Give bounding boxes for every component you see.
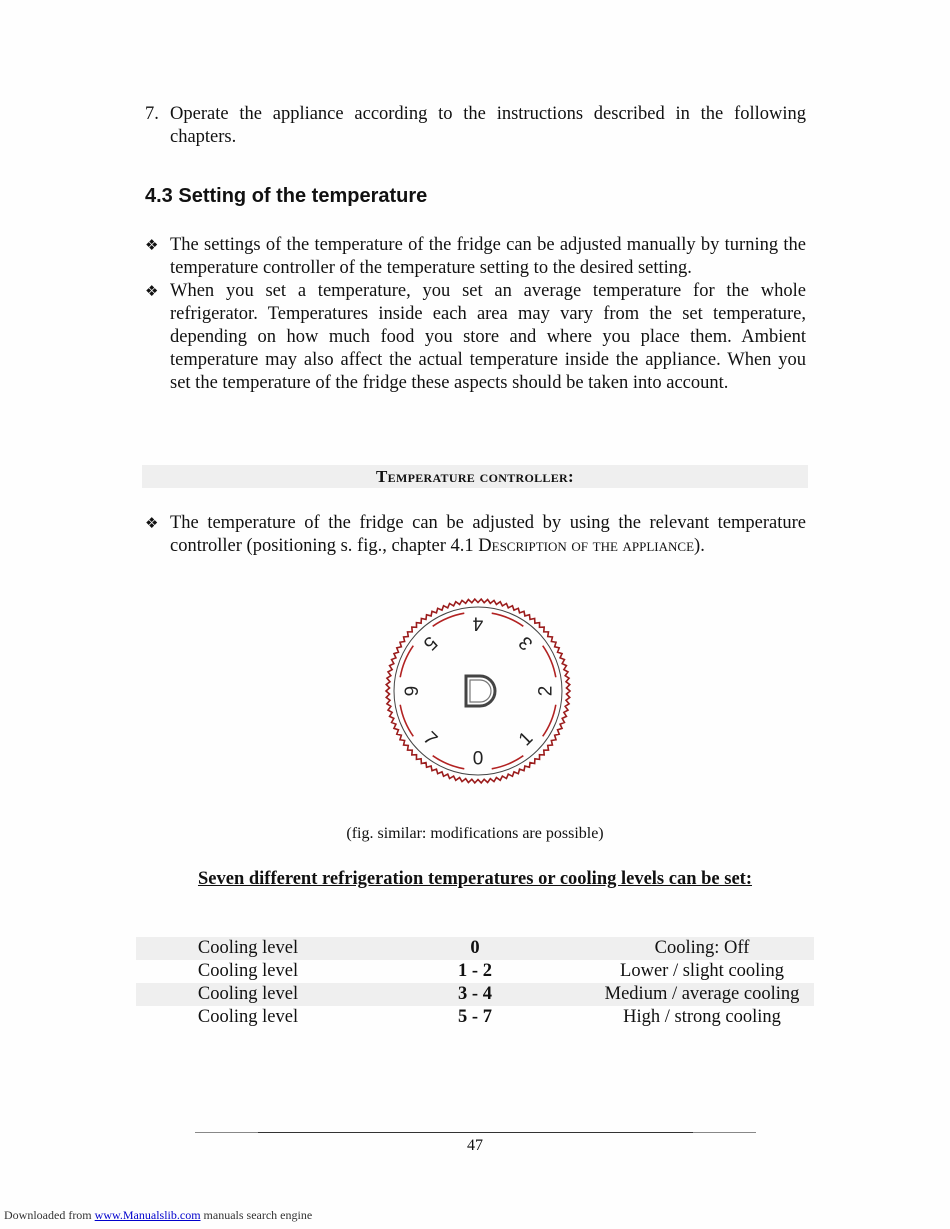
diamond-bullet-icon: ❖	[145, 514, 159, 532]
dial-label-2: 2	[535, 685, 557, 697]
download-notice	[4, 1208, 312, 1223]
bullet-item	[145, 234, 806, 280]
controller-text-after: ).	[694, 536, 705, 556]
level-label: Cooling level	[136, 937, 360, 960]
chapter-reference: Description of the appliance	[478, 536, 695, 556]
dial-label-6: 6	[399, 685, 421, 697]
dial-scale-segment	[492, 613, 524, 626]
level-description: High / strong cooling	[623, 1007, 781, 1027]
refrigerator-dial-icon	[466, 676, 495, 706]
intro-bullets	[145, 234, 806, 395]
dial-scale-segment	[433, 613, 465, 626]
dial-label-5: 5	[418, 631, 442, 655]
manualslib-link[interactable]: www.Manualslib.com	[94, 1208, 201, 1222]
dial-label-1: 1	[514, 727, 538, 751]
levels-heading: Seven different refrigeration temperatures or cooling levels can be set:	[197, 869, 752, 889]
dial-scale-segment	[400, 646, 413, 678]
step-number: 7.	[145, 104, 159, 124]
cooling-levels-table	[136, 937, 814, 1029]
dial-scale-segment	[433, 756, 465, 769]
bullet-text: When you set a temperature, you set an average temperature for the whole refrigerator. Temperatures inside each area may vary from the set temperature, depending on how much food you store and where you place them. Ambient temperature may also affect the actual temperature inside the appliance. When you set the temperature of the fridge these aspects should be taken into account.	[170, 281, 806, 393]
dial-scale-segment	[400, 705, 413, 737]
table-row	[136, 983, 814, 1006]
bullet-text: The settings of the temperature of the fridge can be adjusted manually by turning the temperature controller of the temperature setting to the desired setting.	[170, 235, 806, 278]
bullet-item	[145, 280, 806, 395]
figure-caption: (fig. similar: modifications are possible)	[346, 825, 604, 842]
level-description: Cooling: Off	[590, 937, 814, 960]
dial-scale-segment	[543, 705, 556, 737]
footer-divider-center	[258, 1132, 693, 1133]
temperature-dial-figure	[383, 596, 573, 786]
download-suffix: manuals search engine	[203, 1208, 313, 1222]
level-value: 1 - 2	[458, 961, 492, 981]
table-row	[136, 937, 814, 960]
download-prefix: Downloaded from	[4, 1208, 92, 1222]
step-7	[145, 103, 806, 149]
dial-scale-segment	[543, 646, 556, 678]
table-row	[136, 960, 814, 983]
controller-bullet	[145, 512, 806, 558]
level-description: Lower / slight cooling	[620, 961, 784, 981]
level-value: 3 - 4	[360, 983, 590, 1006]
dial-label-0: 0	[472, 748, 484, 770]
page-number: 47	[467, 1137, 483, 1154]
step-text: Operate the appliance according to the instructions described in the following chapters.	[170, 104, 806, 147]
level-description: Medium / average cooling	[590, 983, 814, 1006]
level-label: Cooling level	[136, 983, 360, 1006]
controller-text-before: The temperature of the fridge can be adjusted by using the relevant temperature controller (positioning s. fig., chapter 4.1	[170, 513, 806, 556]
table-row	[136, 1006, 814, 1029]
level-value: 5 - 7	[458, 1007, 492, 1027]
dial-label-7: 7	[418, 727, 442, 751]
level-label: Cooling level	[197, 961, 299, 981]
diamond-bullet-icon: ❖	[145, 236, 159, 254]
dial-label-3: 3	[514, 631, 538, 655]
diamond-bullet-icon: ❖	[145, 282, 159, 300]
dial-label-4: 4	[472, 612, 484, 634]
dial-scale-segment	[492, 756, 524, 769]
level-label: Cooling level	[197, 1007, 299, 1027]
level-value: 0	[360, 937, 590, 960]
controller-heading: Temperature controller:	[142, 465, 808, 488]
section-title: 4.3 Setting of the temperature	[145, 185, 428, 207]
